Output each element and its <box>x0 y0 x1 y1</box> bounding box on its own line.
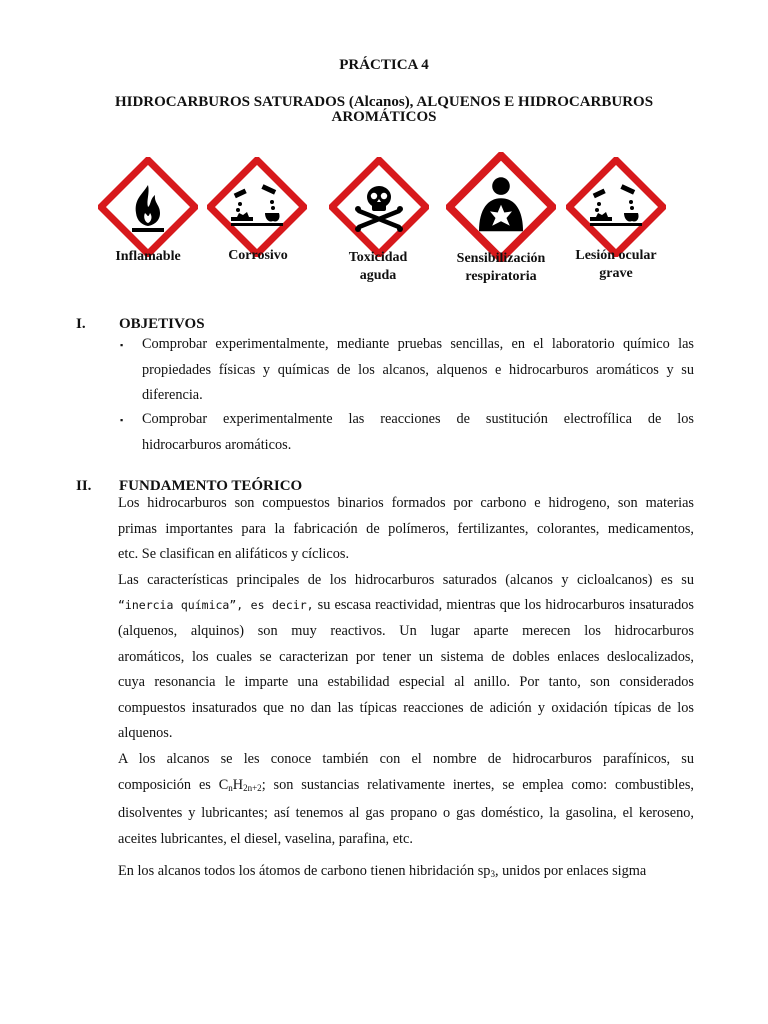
inline-quote: “inercia química”, es decir, <box>118 598 314 613</box>
hazard-label-respiratory-sensitization: Sensibilización respiratoria <box>456 251 546 284</box>
objective-item: Comprobar experimentalmente las reacciones de sustitución electrofílica de los hidrocarburos aromáticos. <box>142 411 694 453</box>
bullet-marker: ▪ <box>120 340 124 350</box>
section-heading: FUNDAMENTO TEÓRICO <box>119 478 303 494</box>
hazard-label-corrosive: Corrosivo <box>228 248 288 263</box>
health-hazard-icon <box>446 152 556 262</box>
body-paragraph: Los hidrocarburos son compuestos binarios formados por carbono e hidrogeno, son materias primas importantes para la fabricación de polímeros, fertilizantes, colorantes, medicamentos, etc. Se clasifican en alifáticos y cíclicos. Las características principales de los hidrocarburos saturados (alcanos y cicloalcanos) es su “inercia química”, es decir, su escasa reactividad, mientras que los hidrocarburos insaturados (alquenos, alquinos) son muy reactivos. Un lugar aparte merecen los hidrocarburos aromáticos, los cuales se caracterizan por tener un sistema de dobles enlaces deslocalizados, cuya resonancia le imparte una estabilidad especial al anillo. Por tanto, son considerados compuestos insaturados que no dan las típicas reacciones de adición y oxidación típicas de los alquenos. A los alcanos se les conoce también con el nombre de hidrocarburos parafínicos, su composición es $C_nH_{2n+2}$; son sustancias relativamente inertes, se emplea como: combustibles, disolventes y lubricantes; así tenemos al gas propano o gas doméstico, la gasolina, el keroseno, aceites lubricantes, el diesel, vaselina, parafina, etc. <box>118 495 694 847</box>
skull-crossbones-icon <box>329 157 429 257</box>
objective-item: Comprobar experimentalmente, mediante pruebas sencillas, en el laboratorio químico las propiedades físicas y químicas de los alcanos, alquenos e hidrocarburos aromáticos y su diferencia. <box>142 336 694 404</box>
page-title-line1: HIDROCARBUROS SATURADOS (Alcanos), ALQUENOS E HIDROCARBUROS <box>114 94 654 110</box>
corrosion-icon <box>566 157 666 257</box>
hazard-label-acute-toxicity: Toxicidad aguda <box>348 250 408 283</box>
flame-icon <box>98 157 198 257</box>
section-heading: OBJETIVOS <box>119 316 205 332</box>
hazard-label-eye-damage: Lesión ocular grave <box>575 248 657 281</box>
body-paragraph: En los alcanos todos los átomos de carbono tienen hibridación $sp_3$, unidos por enlaces sigma <box>118 863 647 879</box>
hazard-label-flammable: Inflamable <box>115 249 181 264</box>
page-title-line2: AROMÁTICOS <box>331 109 437 125</box>
bullet-marker: ▪ <box>120 415 124 425</box>
section-number: II. <box>76 478 92 494</box>
practice-number: PRÁCTICA 4 <box>339 57 429 73</box>
section-number: I. <box>76 316 86 332</box>
corrosion-icon <box>207 157 307 257</box>
